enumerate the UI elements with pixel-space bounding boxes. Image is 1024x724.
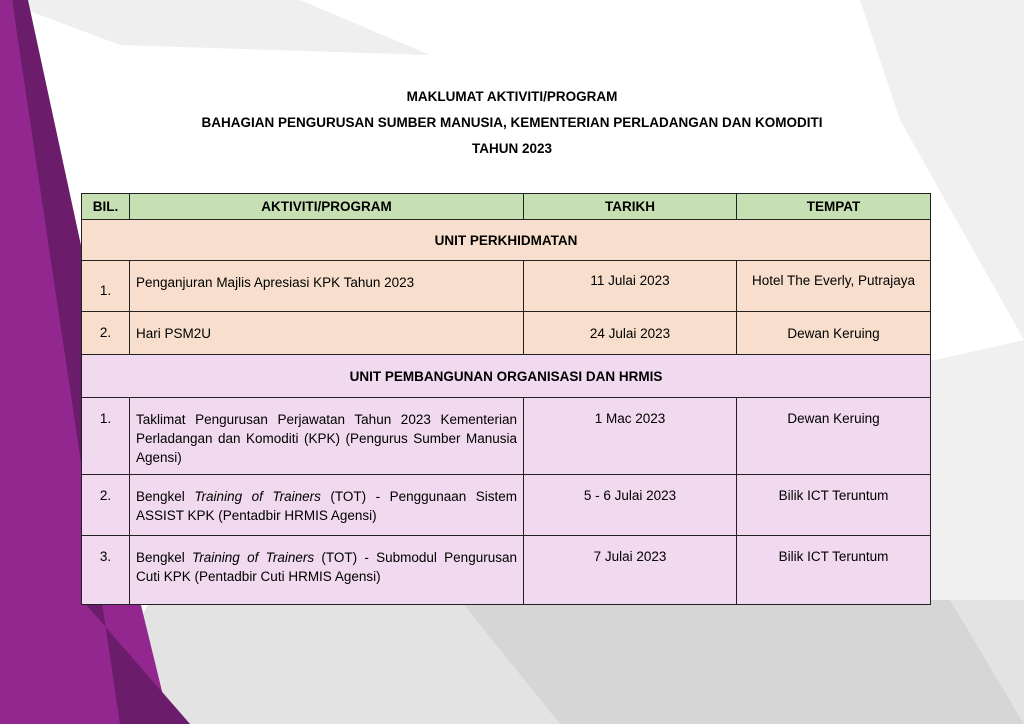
cell-tempat: Bilik ICT Teruntum	[737, 475, 931, 536]
bg-grey-top-left	[0, 0, 430, 55]
cell-bil: 2.	[82, 475, 130, 536]
document-header	[0, 86, 1024, 164]
table-header-row	[82, 194, 931, 220]
table-row	[82, 261, 931, 312]
col-header-bil: BIL.	[82, 194, 130, 220]
program-text-italic: Training of Trainers	[192, 550, 315, 565]
cell-tempat: Dewan Keruing	[737, 398, 931, 475]
section-row-pembangunan	[82, 355, 931, 398]
cell-tempat: Dewan Keruing	[737, 312, 931, 355]
activity-table	[81, 193, 931, 605]
cell-program: Hari PSM2U	[130, 312, 524, 355]
table-row	[82, 398, 931, 475]
header-year: TAHUN 2023	[471, 141, 553, 156]
cell-bil: 2.	[82, 312, 130, 355]
cell-tarikh: 7 Julai 2023	[524, 536, 737, 605]
table-row	[82, 312, 931, 355]
cell-tarikh: 5 - 6 Julai 2023	[524, 475, 737, 536]
table-row	[82, 475, 931, 536]
program-text: (TOT) - Submodul Pengurusan Cuti KPK (Pentadbir Cuti HRMIS Agensi)	[136, 550, 517, 584]
section-title: UNIT PEMBANGUNAN ORGANISASI DAN HRMIS	[82, 355, 931, 398]
cell-tempat: Bilik ICT Teruntum	[737, 536, 931, 605]
cell-tarikh: 1 Mac 2023	[524, 398, 737, 475]
cell-tempat: Hotel The Everly, Putrajaya	[737, 261, 931, 312]
header-title: MAKLUMAT AKTIVITI/PROGRAM	[406, 89, 618, 104]
header-department: BAHAGIAN PENGURUSAN SUMBER MANUSIA, KEMENTERIAN PERLADANGAN DAN KOMODITI	[201, 115, 823, 130]
program-text: Bengkel	[136, 550, 193, 565]
program-text-italic: Training of Trainers	[194, 489, 321, 504]
cell-tarikh: 24 Julai 2023	[524, 312, 737, 355]
cell-program	[130, 536, 524, 605]
program-text: (TOT) - Penggunaan Sistem ASSIST KPK (Pentadbir HRMIS Agensi)	[136, 489, 517, 523]
cell-bil: 3.	[82, 536, 130, 605]
col-header-tempat: TEMPAT	[737, 194, 931, 220]
cell-program	[130, 475, 524, 536]
cell-program: Taklimat Pengurusan Perjawatan Tahun 2023 Kementerian Perladangan dan Komoditi (KPK) (Pengurus Sumber Manusia Agensi)	[130, 398, 524, 475]
program-text: Bengkel	[136, 489, 195, 504]
table-row	[82, 536, 931, 605]
col-header-tarikh: TARIKH	[524, 194, 737, 220]
cell-program: Penganjuran Majlis Apresiasi KPK Tahun 2023	[130, 261, 524, 312]
section-row-perkhidmatan	[82, 220, 931, 261]
col-header-program: AKTIVITI/PROGRAM	[130, 194, 524, 220]
cell-bil: 1.	[82, 261, 130, 312]
cell-tarikh: 11 Julai 2023	[524, 261, 737, 312]
section-title: UNIT PERKHIDMATAN	[82, 220, 931, 261]
cell-bil: 1.	[82, 398, 130, 475]
